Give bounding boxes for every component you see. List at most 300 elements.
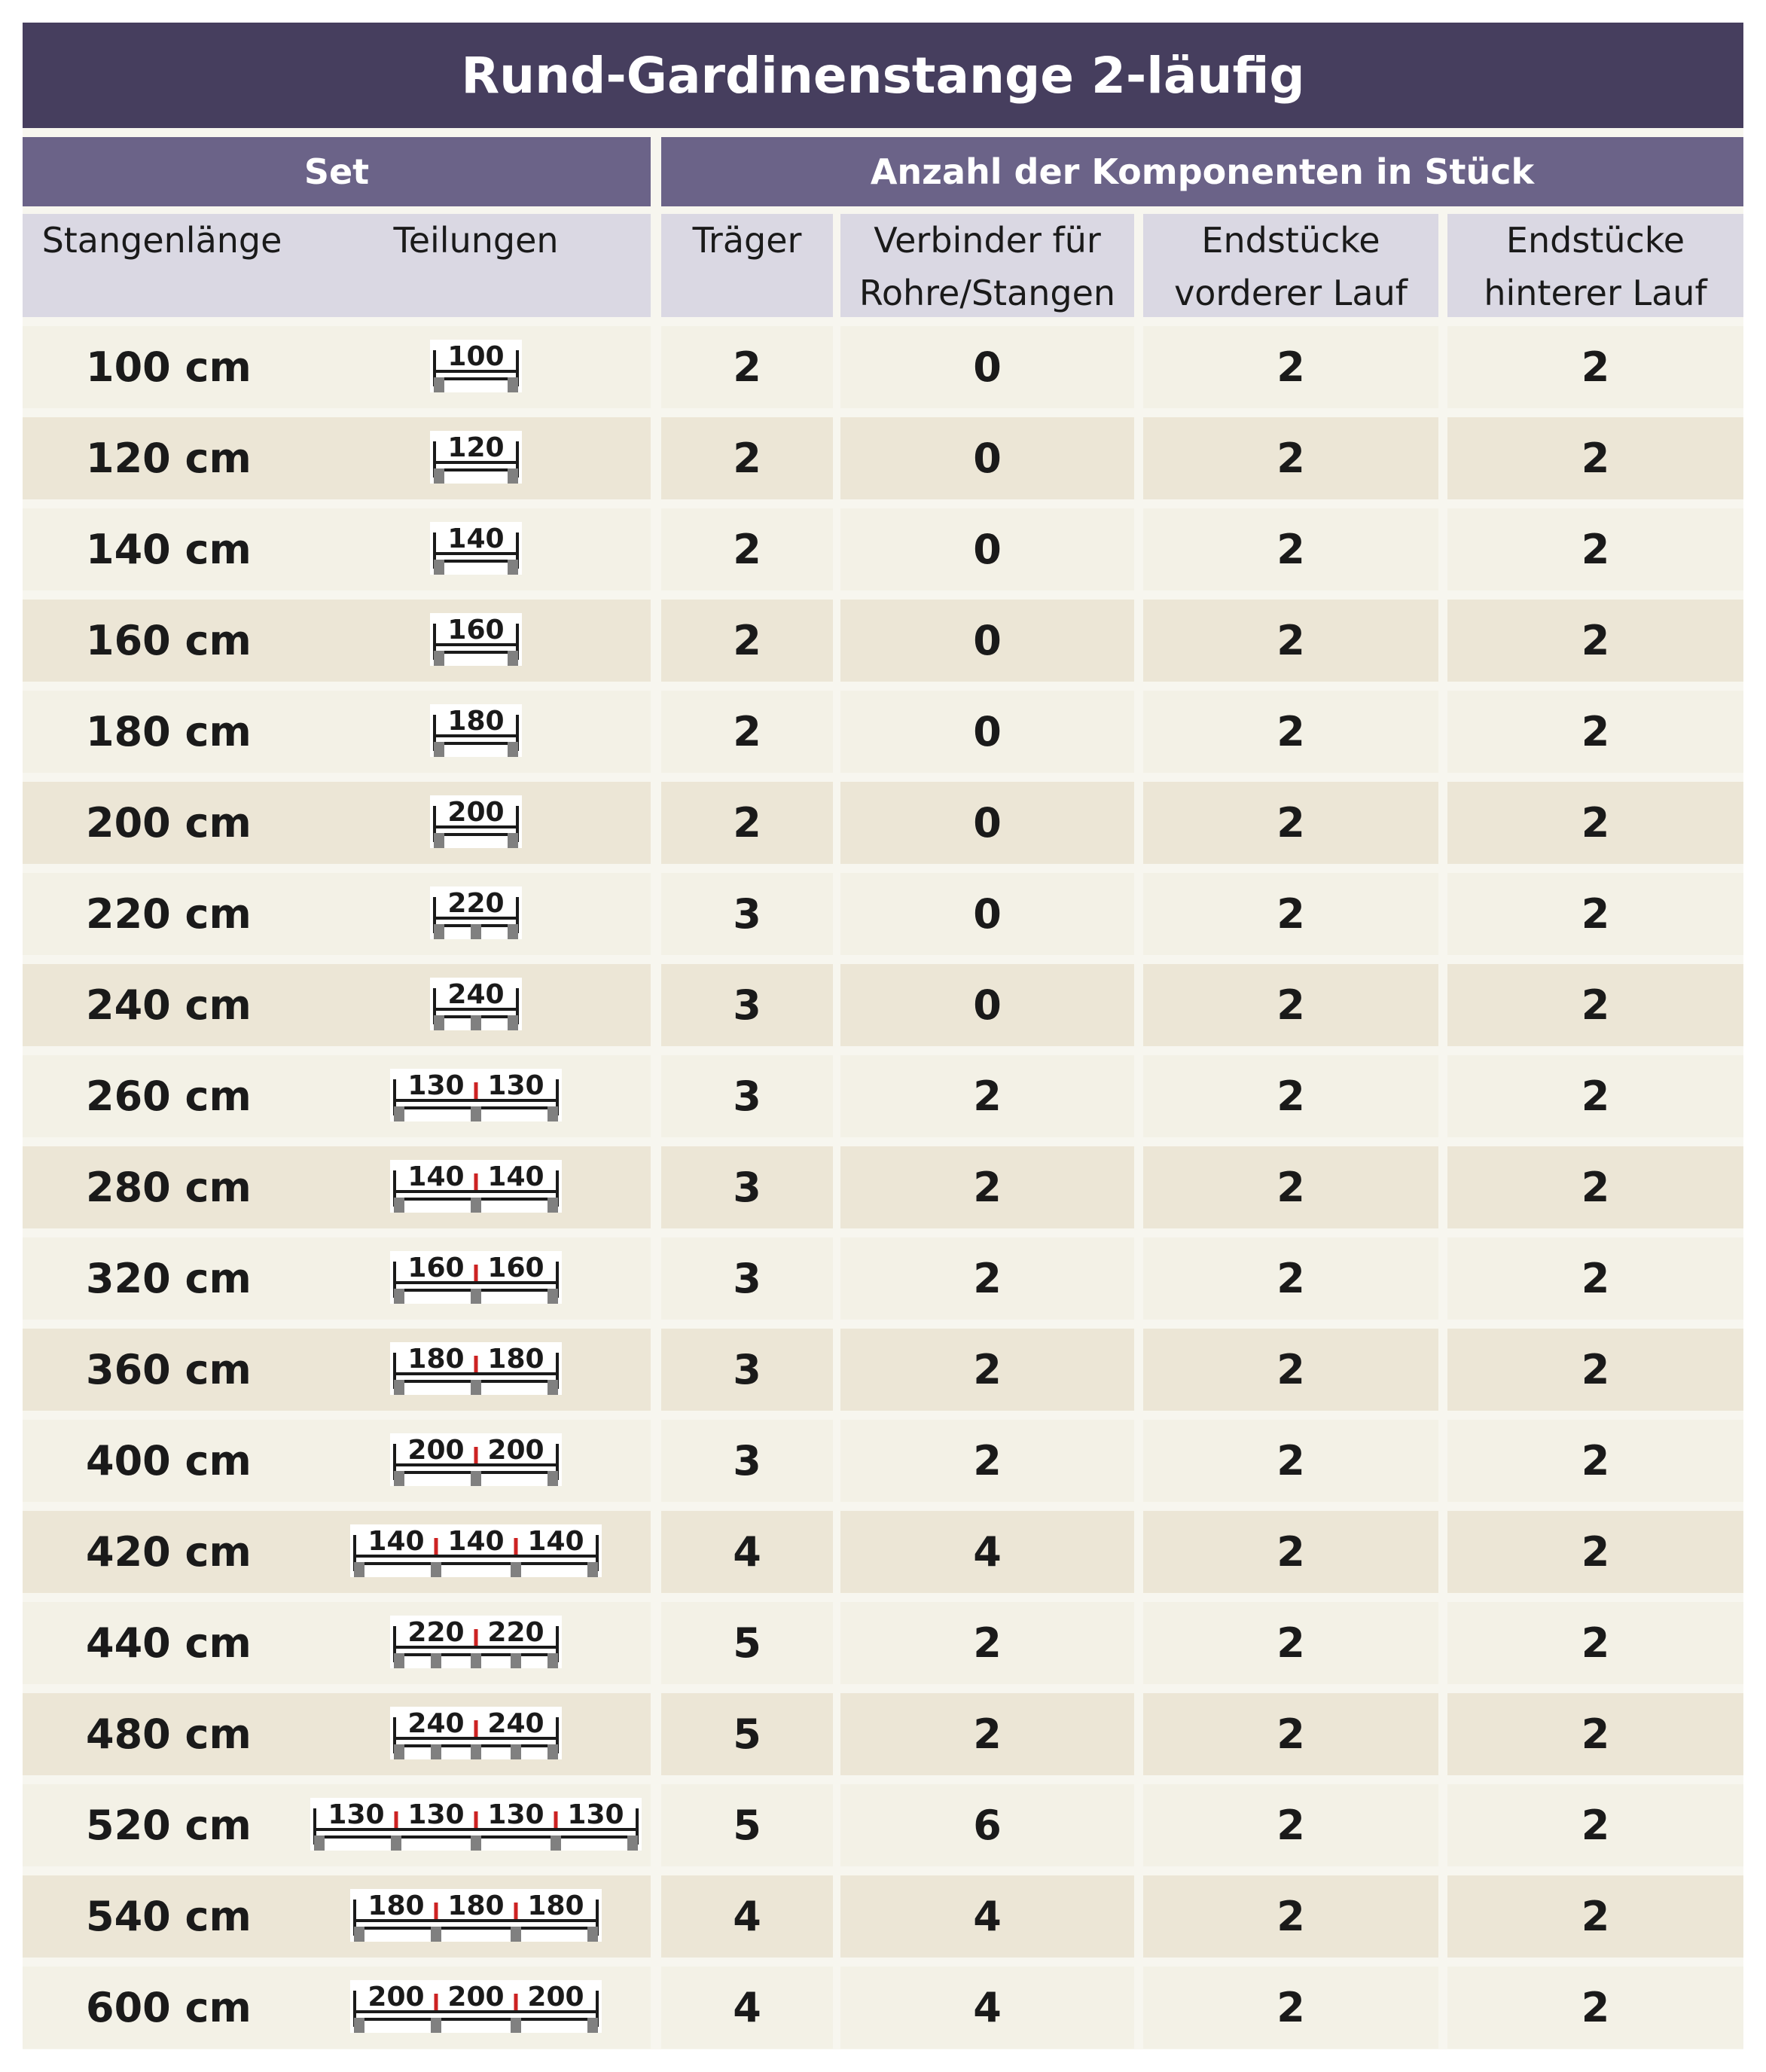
cell-back-ends-value: 2: [1581, 1893, 1610, 1940]
cell-back-ends: [1447, 1784, 1743, 1866]
cell-length: [23, 1784, 301, 1866]
cell-front-ends-value: 2: [1276, 1528, 1305, 1576]
column-header-back-line2: hinterer Lauf: [1484, 273, 1707, 313]
cell-brackets: [661, 964, 833, 1046]
column-header-connectors-line1: Verbinder für: [874, 220, 1101, 261]
bracket-mark: [547, 1744, 558, 1759]
bracket-mark: [508, 833, 518, 848]
cell-front-ends: [1143, 873, 1438, 955]
cell-length-value: 280 cm: [86, 1164, 252, 1211]
cell-brackets: [661, 1146, 833, 1228]
segment-length-label: 220: [447, 888, 505, 919]
cell-front-ends-value: 2: [1276, 617, 1305, 664]
segment-length-label: 130: [328, 1799, 385, 1830]
cell-brackets-value: 4: [733, 1893, 761, 1940]
cell-connectors-value: 0: [973, 799, 1002, 847]
cell-connectors-value: 6: [973, 1802, 1002, 1849]
bracket-mark: [354, 1562, 364, 1577]
cell-connectors: [840, 326, 1134, 408]
bracket-mark: [434, 468, 444, 484]
curtain-rod-diagram-icon: [301, 508, 651, 590]
cell-brackets-value: 2: [733, 708, 761, 755]
cell-connectors: [840, 1967, 1134, 2049]
table-row: [23, 600, 1743, 682]
bracket-mark: [508, 924, 518, 939]
cell-divisions: [301, 326, 651, 408]
cell-length-value: 480 cm: [86, 1710, 252, 1758]
curtain-rod-diagram-icon: [301, 782, 651, 864]
cell-back-ends-value: 2: [1581, 1984, 1610, 2031]
cell-back-ends: [1447, 417, 1743, 499]
bracket-mark: [434, 1015, 444, 1030]
cell-length-value: 100 cm: [86, 343, 252, 391]
cell-brackets: [661, 691, 833, 773]
bracket-mark: [547, 1289, 558, 1304]
bracket-mark: [394, 1198, 404, 1213]
cell-length-value: 600 cm: [86, 1984, 252, 2031]
cell-connectors: [840, 417, 1134, 499]
cell-length: [23, 1420, 301, 1502]
table-row: [23, 782, 1743, 864]
cell-brackets-value: 3: [733, 1255, 761, 1302]
bracket-mark: [551, 1836, 561, 1851]
column-header-front-line2: vorderer Lauf: [1174, 273, 1408, 313]
cell-brackets-value: 2: [733, 799, 761, 847]
cell-connectors-value: 0: [973, 981, 1002, 1029]
curtain-rod-diagram-icon: [301, 1511, 651, 1593]
cell-back-ends-value: 2: [1581, 1802, 1610, 1849]
cell-length-value: 120 cm: [86, 435, 252, 482]
cell-front-ends-value: 2: [1276, 526, 1305, 573]
bracket-mark: [434, 742, 444, 757]
cell-brackets-value: 3: [733, 1437, 761, 1485]
group-header-set: Set: [23, 137, 651, 206]
bracket-mark: [431, 1653, 441, 1668]
cell-front-ends-value: 2: [1276, 890, 1305, 938]
segment-length-label: 200: [368, 1982, 425, 2012]
cell-front-ends-value: 2: [1276, 1710, 1305, 1758]
bracket-mark: [431, 2018, 441, 2033]
cell-front-ends: [1143, 1784, 1438, 1866]
bracket-mark: [547, 1380, 558, 1395]
cell-length: [23, 508, 301, 590]
segment-length-label: 160: [487, 1253, 544, 1283]
table-title: Rund-Gardinenstange 2-läufig: [23, 23, 1743, 128]
cell-connectors: [840, 691, 1134, 773]
cell-connectors-value: 2: [973, 1619, 1002, 1667]
table-row: [23, 1055, 1743, 1137]
cell-connectors: [840, 873, 1134, 955]
table-row: [23, 873, 1743, 955]
segment-length-label: 240: [487, 1708, 544, 1739]
cell-front-ends-value: 2: [1276, 1984, 1305, 2031]
cell-front-ends-value: 2: [1276, 435, 1305, 482]
cell-brackets-value: 2: [733, 617, 761, 664]
table-row: [23, 1146, 1743, 1228]
cell-front-ends: [1143, 1602, 1438, 1684]
cell-front-ends: [1143, 1237, 1438, 1320]
bracket-mark: [511, 1653, 521, 1668]
table-row: [23, 1875, 1743, 1958]
bracket-mark: [547, 1653, 558, 1668]
cell-connectors-value: 2: [973, 1073, 1002, 1120]
segment-length-label: 130: [407, 1799, 465, 1830]
cell-front-ends-value: 2: [1276, 1346, 1305, 1393]
bracket-mark: [547, 1471, 558, 1486]
column-header-connectors: [840, 214, 1134, 317]
cell-length-value: 220 cm: [86, 890, 252, 938]
bracket-mark: [434, 924, 444, 939]
bracket-mark: [431, 1744, 441, 1759]
cell-brackets-value: 4: [733, 1984, 761, 2031]
column-header-length: [23, 214, 301, 317]
cell-divisions: [301, 1511, 651, 1593]
cell-front-ends: [1143, 1420, 1438, 1502]
segment-length-label: 130: [487, 1070, 544, 1101]
bracket-mark: [627, 1836, 638, 1851]
cell-connectors-value: 4: [973, 1528, 1002, 1576]
cell-front-ends: [1143, 1146, 1438, 1228]
cell-length: [23, 1875, 301, 1958]
segment-length-label: 140: [407, 1161, 465, 1192]
cell-front-ends-value: 2: [1276, 343, 1305, 391]
bracket-mark: [471, 1653, 481, 1668]
cell-front-ends: [1143, 1511, 1438, 1593]
cell-connectors-value: 4: [973, 1984, 1002, 2031]
cell-connectors-value: 2: [973, 1710, 1002, 1758]
cell-length: [23, 782, 301, 864]
cell-back-ends: [1447, 1875, 1743, 1958]
cell-front-ends-value: 2: [1276, 1619, 1305, 1667]
cell-connectors: [840, 782, 1134, 864]
cell-connectors: [840, 600, 1134, 682]
cell-back-ends: [1447, 508, 1743, 590]
cell-front-ends-value: 2: [1276, 1073, 1305, 1120]
cell-brackets-value: 3: [733, 1073, 761, 1120]
cell-brackets: [661, 1875, 833, 1958]
cell-brackets: [661, 600, 833, 682]
cell-length: [23, 600, 301, 682]
curtain-rod-diagram-icon: [301, 417, 651, 499]
cell-divisions: [301, 1602, 651, 1684]
cell-back-ends: [1447, 1967, 1743, 2049]
cell-divisions: [301, 1967, 651, 2049]
bracket-mark: [508, 468, 518, 484]
cell-length-value: 360 cm: [86, 1346, 252, 1393]
segment-length-label: 180: [368, 1890, 425, 1921]
component-table: [23, 23, 1743, 2049]
cell-length: [23, 1329, 301, 1411]
cell-front-ends: [1143, 1693, 1438, 1775]
cell-connectors-value: 2: [973, 1255, 1002, 1302]
segment-length-label: 140: [487, 1161, 544, 1192]
bracket-mark: [511, 1562, 521, 1577]
cell-back-ends: [1447, 1602, 1743, 1684]
cell-length-value: 420 cm: [86, 1528, 252, 1576]
curtain-rod-diagram-icon: [301, 691, 651, 773]
cell-length-value: 540 cm: [86, 1893, 252, 1940]
cell-back-ends-value: 2: [1581, 435, 1610, 482]
cell-length-value: 160 cm: [86, 617, 252, 664]
curtain-rod-diagram-icon: [301, 1146, 651, 1228]
bracket-mark: [508, 651, 518, 666]
segment-length-label: 180: [447, 706, 505, 737]
cell-brackets: [661, 1602, 833, 1684]
cell-front-ends: [1143, 1967, 1438, 2049]
cell-connectors: [840, 964, 1134, 1046]
cell-back-ends: [1447, 1511, 1743, 1593]
cell-length: [23, 691, 301, 773]
cell-brackets-value: 2: [733, 435, 761, 482]
cell-back-ends-value: 2: [1581, 1164, 1610, 1211]
column-header-back-ends: [1447, 214, 1743, 317]
segment-length-label: 130: [567, 1799, 624, 1830]
segment-length-label: 120: [447, 432, 505, 463]
column-header-front-ends: [1143, 214, 1438, 317]
table-row: [23, 1237, 1743, 1320]
cell-back-ends: [1447, 326, 1743, 408]
column-header-front-line1: Endstücke: [1201, 220, 1380, 261]
segment-length-label: 180: [527, 1890, 584, 1921]
cell-connectors: [840, 1875, 1134, 1958]
cell-front-ends-value: 2: [1276, 981, 1305, 1029]
bracket-mark: [394, 1744, 404, 1759]
bracket-mark: [434, 560, 444, 575]
segment-length-label: 220: [407, 1617, 465, 1648]
cell-length-value: 200 cm: [86, 799, 252, 847]
cell-connectors: [840, 508, 1134, 590]
table-row: [23, 1967, 1743, 2049]
cell-connectors-value: 2: [973, 1164, 1002, 1211]
bracket-mark: [511, 1744, 521, 1759]
curtain-rod-diagram-icon: [301, 873, 651, 955]
bracket-mark: [394, 1653, 404, 1668]
bracket-mark: [434, 377, 444, 392]
bracket-mark: [431, 1927, 441, 1942]
segment-length-label: 140: [527, 1526, 584, 1557]
cell-length: [23, 1237, 301, 1320]
cell-brackets: [661, 1511, 833, 1593]
table-row: [23, 417, 1743, 499]
cell-back-ends: [1447, 600, 1743, 682]
cell-back-ends-value: 2: [1581, 343, 1610, 391]
cell-back-ends: [1447, 1055, 1743, 1137]
cell-front-ends-value: 2: [1276, 1164, 1305, 1211]
cell-back-ends-value: 2: [1581, 799, 1610, 847]
bracket-mark: [354, 1927, 364, 1942]
cell-length: [23, 1055, 301, 1137]
cell-front-ends-value: 2: [1276, 708, 1305, 755]
segment-length-label: 220: [487, 1617, 544, 1648]
segment-length-label: 100: [447, 341, 505, 372]
segment-length-label: 200: [527, 1982, 584, 2012]
bracket-mark: [431, 1562, 441, 1577]
segment-length-label: 180: [447, 1890, 505, 1921]
segment-length-label: 240: [447, 979, 505, 1010]
bracket-mark: [471, 1471, 481, 1486]
bracket-mark: [547, 1198, 558, 1213]
cell-connectors: [840, 1329, 1134, 1411]
cell-brackets: [661, 1967, 833, 2049]
curtain-rod-diagram-icon: [301, 1602, 651, 1684]
cell-connectors-value: 0: [973, 343, 1002, 391]
column-header-length-text: Stangenlänge: [41, 220, 282, 261]
segment-length-label: 130: [487, 1799, 544, 1830]
cell-connectors: [840, 1511, 1134, 1593]
bracket-mark: [471, 1836, 481, 1851]
curtain-rod-diagram-icon: [301, 1693, 651, 1775]
bracket-mark: [434, 651, 444, 666]
cell-length: [23, 1146, 301, 1228]
cell-back-ends-value: 2: [1581, 1073, 1610, 1120]
bracket-mark: [508, 560, 518, 575]
cell-brackets: [661, 1055, 833, 1137]
cell-back-ends: [1447, 873, 1743, 955]
cell-front-ends-value: 2: [1276, 1893, 1305, 1940]
cell-connectors: [840, 1146, 1134, 1228]
cell-back-ends-value: 2: [1581, 981, 1610, 1029]
cell-back-ends-value: 2: [1581, 526, 1610, 573]
segment-length-label: 140: [447, 1526, 505, 1557]
bracket-mark: [354, 2018, 364, 2033]
cell-brackets: [661, 1420, 833, 1502]
cell-front-ends-value: 2: [1276, 1255, 1305, 1302]
cell-connectors: [840, 1693, 1134, 1775]
cell-back-ends: [1447, 782, 1743, 864]
cell-front-ends-value: 2: [1276, 799, 1305, 847]
column-header-divisions-text: Teilungen: [393, 220, 559, 261]
cell-brackets-value: 2: [733, 343, 761, 391]
bracket-mark: [471, 1289, 481, 1304]
segment-length-label: 160: [407, 1253, 465, 1283]
cell-divisions: [301, 417, 651, 499]
cell-length: [23, 1967, 301, 2049]
bracket-mark: [587, 1562, 598, 1577]
table-row: [23, 1329, 1743, 1411]
cell-brackets: [661, 1693, 833, 1775]
cell-divisions: [301, 691, 651, 773]
table-row: [23, 1784, 1743, 1866]
cell-length-value: 260 cm: [86, 1073, 252, 1120]
bracket-mark: [587, 1927, 598, 1942]
segment-length-label: 180: [487, 1344, 544, 1375]
cell-brackets: [661, 782, 833, 864]
cell-front-ends: [1143, 600, 1438, 682]
cell-front-ends: [1143, 964, 1438, 1046]
cell-brackets-value: 3: [733, 981, 761, 1029]
column-header-brackets-text: Träger: [692, 220, 802, 261]
cell-back-ends-value: 2: [1581, 1255, 1610, 1302]
segment-length-label: 160: [447, 615, 505, 645]
table-row: [23, 691, 1743, 773]
segment-length-label: 180: [407, 1344, 465, 1375]
cell-divisions: [301, 1329, 651, 1411]
cell-connectors-value: 2: [973, 1346, 1002, 1393]
cell-front-ends: [1143, 1055, 1438, 1137]
curtain-rod-diagram-icon: [301, 1967, 651, 2049]
cell-connectors-value: 0: [973, 708, 1002, 755]
cell-connectors: [840, 1420, 1134, 1502]
cell-divisions: [301, 1784, 651, 1866]
cell-divisions: [301, 1237, 651, 1320]
segment-length-label: 130: [407, 1070, 465, 1101]
cell-connectors-value: 0: [973, 617, 1002, 664]
table-row: [23, 1511, 1743, 1593]
cell-length-value: 320 cm: [86, 1255, 252, 1302]
column-header-brackets: [661, 214, 833, 317]
cell-connectors-value: 2: [973, 1437, 1002, 1485]
cell-back-ends: [1447, 1329, 1743, 1411]
segment-length-label: 200: [447, 1982, 505, 2012]
table-row: [23, 326, 1743, 408]
bracket-mark: [587, 2018, 598, 2033]
cell-back-ends: [1447, 1420, 1743, 1502]
bracket-mark: [314, 1836, 325, 1851]
cell-brackets-value: 3: [733, 1346, 761, 1393]
cell-divisions: [301, 1875, 651, 1958]
column-header-connectors-line2: Rohre/Stangen: [859, 273, 1116, 313]
curtain-rod-diagram-icon: [301, 964, 651, 1046]
segment-length-label: 140: [447, 523, 505, 554]
cell-connectors-value: 0: [973, 890, 1002, 938]
bracket-mark: [471, 1744, 481, 1759]
cell-connectors-value: 0: [973, 526, 1002, 573]
cell-brackets: [661, 1784, 833, 1866]
column-header-divisions: [301, 214, 651, 317]
cell-back-ends-value: 2: [1581, 1528, 1610, 1576]
cell-length: [23, 964, 301, 1046]
table-row: [23, 1693, 1743, 1775]
cell-front-ends: [1143, 326, 1438, 408]
curtain-rod-diagram-icon: [301, 1420, 651, 1502]
bracket-mark: [471, 924, 481, 939]
curtain-rod-diagram-icon: [301, 1329, 651, 1411]
cell-front-ends: [1143, 691, 1438, 773]
bracket-mark: [508, 377, 518, 392]
bracket-mark: [471, 1198, 481, 1213]
bracket-mark: [391, 1836, 401, 1851]
cell-length-value: 520 cm: [86, 1802, 252, 1849]
cell-length-value: 440 cm: [86, 1619, 252, 1667]
bracket-mark: [434, 833, 444, 848]
cell-back-ends-value: 2: [1581, 1346, 1610, 1393]
cell-connectors: [840, 1602, 1134, 1684]
cell-divisions: [301, 1146, 651, 1228]
cell-front-ends: [1143, 417, 1438, 499]
segment-length-label: 140: [368, 1526, 425, 1557]
cell-back-ends: [1447, 964, 1743, 1046]
cell-length-value: 140 cm: [86, 526, 252, 573]
table-row: [23, 1602, 1743, 1684]
bracket-mark: [394, 1380, 404, 1395]
curtain-rod-diagram-icon: [301, 326, 651, 408]
cell-front-ends-value: 2: [1276, 1437, 1305, 1485]
cell-brackets-value: 3: [733, 890, 761, 938]
bracket-mark: [511, 1927, 521, 1942]
cell-connectors: [840, 1237, 1134, 1320]
cell-length-value: 180 cm: [86, 708, 252, 755]
cell-connectors: [840, 1784, 1134, 1866]
cell-back-ends-value: 2: [1581, 1619, 1610, 1667]
bracket-mark: [394, 1106, 404, 1121]
table-row: [23, 1420, 1743, 1502]
segment-length-label: 200: [487, 1435, 544, 1466]
cell-divisions: [301, 873, 651, 955]
curtain-rod-diagram-icon: [301, 1875, 651, 1958]
group-header-components: Anzahl der Komponenten in Stück: [661, 137, 1743, 206]
cell-divisions: [301, 1055, 651, 1137]
cell-length: [23, 417, 301, 499]
